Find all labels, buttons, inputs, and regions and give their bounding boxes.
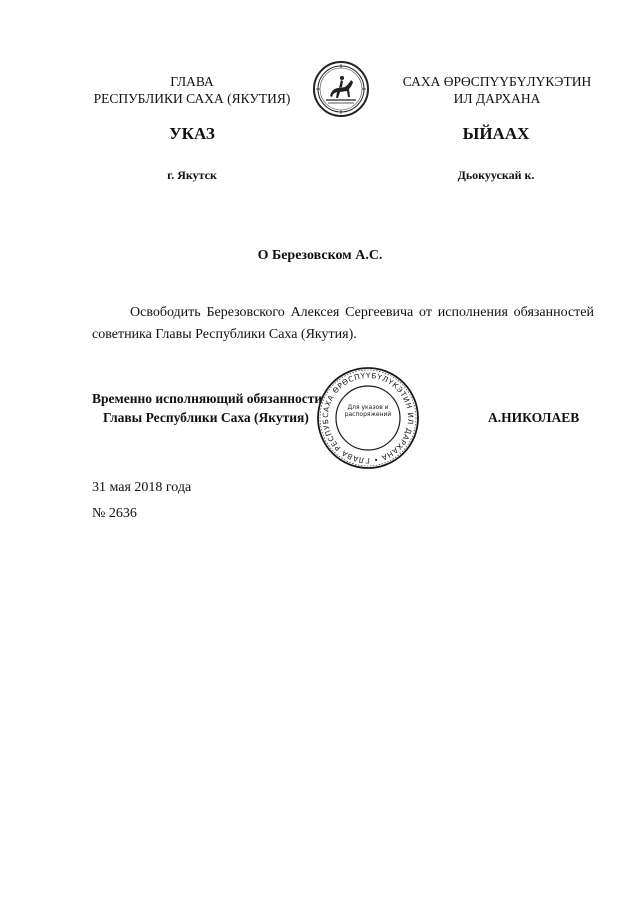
- place-right: Дьокуускай к.: [457, 168, 535, 182]
- document-subject: О Березовском А.С.: [257, 248, 383, 263]
- document-body: Освободить Березовского Алексея Сергеевича от исполнения обязанностей советника Главы Республики Саха (Якутия).: [92, 305, 594, 342]
- document-number: № 2636: [92, 506, 137, 521]
- signature-position-line2: Главы Республики Саха (Якутия): [103, 410, 309, 425]
- place-left: г. Якутск: [167, 168, 217, 182]
- signature-position-line1: Временно исполняющий обязанности: [92, 391, 323, 406]
- header-left-line1: ГЛАВА: [170, 74, 214, 89]
- seal-ring-text: САХА ӨРӨСПҮҮБҮЛҮКЭТИН ИЛ ДАРХАНА • ГЛАВА РЕСПУБ: [320, 370, 416, 466]
- header-right-line2: ИЛ ДАРХАНА: [453, 91, 541, 106]
- signature-name: А.НИКОЛАЕВ: [488, 410, 580, 425]
- seal-center-text: Для указов и распоряжений: [344, 404, 392, 418]
- title-right: ЫЙААХ: [462, 124, 530, 143]
- header-right-line1: САХА ӨРӨСПҮҮБҮЛҮКЭТИН: [402, 74, 592, 89]
- header-left: [60, 73, 324, 107]
- coat-of-arms-icon: [312, 60, 370, 118]
- header-left-line2: РЕСПУБЛИКИ САХА (ЯКУТИЯ): [93, 91, 291, 106]
- official-seal: [316, 366, 420, 470]
- header-right: [384, 73, 610, 107]
- document-date: 31 мая 2018 года: [92, 480, 192, 495]
- title-left: УКАЗ: [169, 124, 215, 143]
